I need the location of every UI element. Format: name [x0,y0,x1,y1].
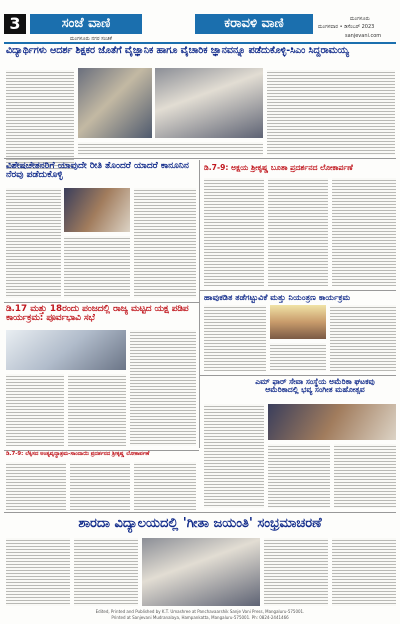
bottom-banner-headline: ಶಾರದಾ ವಿದ್ಯಾಲಯದಲ್ಲಿ 'ಗೀತಾ ಜಯಂತಿ' ಸಂಭ್ರಮಾಚರಣೆ [78,516,322,531]
third-body-col2 [130,330,196,446]
right1-body-col1 [204,178,264,286]
snake-photo [270,305,326,339]
concert-photo [268,404,396,440]
header-rule [4,42,396,44]
divider [4,512,396,513]
right-headline-2: ಹಾವುಕಡಿತ ತಡೆಗಟ್ಟುವಿಕೆ ಮತ್ತು ನಿಯಂತ್ರಣ ಕಾರ್ಯಕ್ರಮ [204,292,351,302]
second-headline: ವಿಶೇಷಚೇತನರಿಗೆ ಯಾವುದೇ ರೀತಿ ತೊಂದರೆ ಯಾದರೆ ಕಾನೂನಿನ ನೆರವು ಪಡೆದುಕೊಳ್ಳಿ [6,161,189,181]
right3-body-col3 [334,444,396,508]
second-body-col2 [134,188,196,298]
lead-body-col1 [6,70,74,170]
bottom-body-col4 [332,538,396,606]
header-date: ಮಂಗಳವಾರ • ಡಿಸೆಂಬರ್ 2023 [318,24,375,30]
bottom-body-col3 [264,538,328,606]
right3-body-col1 [204,404,264,508]
masthead-logo-center: ಕರಾವಳಿ ವಾಣಿ [195,14,313,34]
edition-subline: ಮಂಗಳೂರು ನಗರ ಸಂಚಿಕೆ [70,36,112,42]
third-body-col1b [68,374,126,446]
right2-body-col3 [270,343,326,371]
header-website: sanjevani.com [345,33,382,39]
masthead-logo-left: ಸಂಜೆ ವಾಣಿ [30,14,142,34]
geeta-jayanti-photo [142,538,260,606]
imprint-line-2: Printed at Sanjevani Mudranalaya, Hampankatta, Mangaluru-575001. Ph: 0824-2441466 [111,615,289,620]
small-body-col3 [134,462,196,510]
lead-photo-audience [155,68,263,138]
bottom-body-col1 [6,538,70,606]
bottom-body-col2 [74,538,138,606]
meeting-photo [6,330,126,370]
divider [4,158,396,159]
right-headline-1: ಡಿ.7-9: ಅಕ್ಷಯ ಶ್ರೀಕೃಷ್ಣ ಬೂತಾ ಪ್ರದರ್ಶನದ ಲೋಕಾರ್ಪಣೆ [204,163,353,172]
second-photo [64,188,130,232]
divider [200,375,396,376]
lead-photo-speaker [78,68,152,138]
page-number: 3 [4,14,26,34]
right3-body-col2 [268,444,330,508]
small-headline: ಡಿ.7-9: ಲೆಕ್ಕಿಸದ ಅಂತ್ಯವೃದ್ಧಾಶ್ರಮ-ಸಾಂದಾಯಿ ಪ್ರದರ್ಶನದ ಶ್ರೀಕೃಷ್ಣ ಲೋಕಾರ್ಪಣೆ [6,451,150,457]
lead-body-col2 [267,70,395,155]
divider [4,302,199,303]
third-headline: ಡಿ.17 ಮತ್ತು 18ರಂದು ಪಂಜದಲ್ಲಿ ರಾಜ್ಯ ಮಟ್ಟದ ಯಕ್ಷ ಪಡಿಪ ಕಾರ್ಯಕ್ರಮ: ಪೂರ್ವಭಾವಿ ಸಭೆ [6,304,189,324]
right2-body-col1 [204,305,266,371]
divider [200,290,396,291]
second-body-col1 [6,188,61,298]
right1-body-col2 [268,178,328,286]
lead-headline: ವಿದ್ಯಾರ್ಥಿಗಳು ಆದರ್ಶ ಶಿಕ್ಷಕರ ಜೊತೆಗೆ ವೈಜ್ಞಾನಿಕ ಹಾಗೂ ವೈಚಾರಿಕ ಜ್ಞಾನವನ್ನೂ ಪಡೆದುಕೊಳ್ಳಿ-ಸಿಎಂ ಸಿದ್ದರಾಮಯ್ಯ [6,45,349,56]
lead-photo-captions [78,142,263,156]
header-city: ಮಂಗಳೂರು [350,16,370,22]
right-headline-3: ಎಮ್ ಫಾರ್ ಸೇವಾ ಸಂಸ್ಥೆಯ ಅಮೆರಿಕಾ ಘಟಕವು ಆಮೆರಿಕಾದಲ್ಲಿ ಭವ್ಯ ಸಂಗೀತ ಮಹೋತ್ಸವ [255,377,375,394]
right1-body-col3 [332,178,396,286]
imprint-line-1: Edited, Printed and Published by K.T. Umashree at Panchavaarshik Sanje Vani Press, Mangaluru-575001. [95,609,305,614]
column-divider [199,160,200,448]
right2-body-col2 [330,305,396,371]
second-body-col3 [64,236,130,298]
small-body-col2 [70,462,130,510]
small-body-col1 [6,462,66,510]
third-body-col1 [6,374,64,446]
